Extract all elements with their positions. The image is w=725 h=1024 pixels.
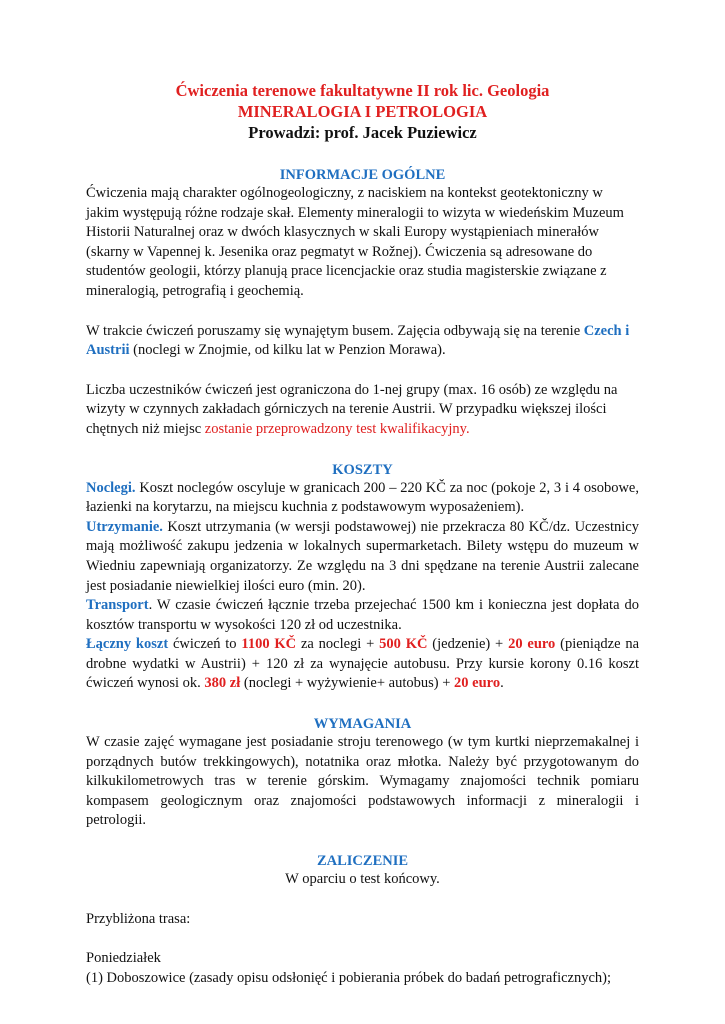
costs-total: Łączny koszt ćwiczeń to 1100 KČ za noclegi + 500 KČ (jedzenie) + 20 euro (pieniądze na drobne wydatki w Austrii) + 120 zł za wynajęcie autobusu. Przy kursie korony 0.16 koszt ćwiczeń wynosi ok. 380 zł (noclegi + wyżywienie+ autobus) + 20 euro.	[86, 636, 640, 692]
heading-costs: KOSZTY	[332, 461, 393, 478]
route-day: Poniedziałek	[86, 950, 161, 967]
heading-requirements: WYMAGANIA	[313, 716, 412, 733]
route-intro: Przybliżona trasa:	[86, 910, 191, 927]
requirements-text: W czasie zajęć wymagane jest posiadanie stroju terenowego (w tym kurtki nieprzemakalnej i porządnych butów trekkingowych), notatnika oraz młotka. Należy być przygotowanym do kilkukilometrowych tras w terenie górskim. Wymagamy znajomości technik pomiaru kompasem geologicznym oraz znajomości podstawowych informacji z mineralogii i petrologii.	[86, 734, 639, 829]
pass-text: W oparciu o test końcowy.	[285, 871, 440, 888]
costs-noclegi: Noclegi. Koszt noclegów oscyluje w granicach 200 – 220 KČ za noc (pokoje 2, 3 i 4 osobowe, łazienki na korytarzu, na miejscu kuchnia z podstawowym wyposażeniem).	[86, 479, 639, 516]
title-line-2: MINERALOGIA I PETROLOGIA	[237, 102, 488, 121]
document-title	[86, 80, 639, 143]
costs-utrzymanie: Utrzymanie. Koszt utrzymania (w wersji podstawowej) nie przekracza 80 KČ/dz. Uczestnicy mają możliwość zakupu jedzenia w lokalnych supermarketach. Bilety wstępu do muzeum w Wiedniu zapewniają organizatorzy. Ze względu na 3 dni spędzane na terenie Austrii zalecane jest posiadanie niewielkiej ilości euro (min. 20).	[86, 518, 639, 594]
route-item-1: (1) Doboszowice (zasady opisu odsłonięć i pobierania próbek do badań petrograficznych);	[86, 969, 612, 986]
title-line-1: Ćwiczenia terenowe fakultatywne II rok lic. Geologia	[175, 81, 550, 100]
heading-pass: ZALICZENIE	[316, 853, 409, 870]
title-line-3: Prowadzi: prof. Jacek Puziewicz	[248, 123, 477, 142]
costs-transport: Transport. W czasie ćwiczeń łącznie trzeba przejechać 1500 km i konieczna jest dopłata do kosztów transportu w wysokości 120 zł od uczestnika.	[86, 597, 639, 633]
info-paragraph-2: W trakcie ćwiczeń poruszamy się wynajętym busem. Zajęcia odbywają się na terenie Czech i Austrii (noclegi w Znojmie, od kilku lat w Penzion Morawa).	[86, 322, 630, 359]
heading-info: INFORMACJE OGÓLNE	[279, 167, 446, 183]
info-paragraph-3: Liczba uczestników ćwiczeń jest ograniczona do 1-nej grupy (max. 16 osób) ze względu na wizyty w czynnych zakładach górniczych na terenie Austrii. W przypadku większej ilości chętnych niż miejsc zostanie przeprowadzony test kwalifikacyjny.	[86, 381, 618, 437]
info-paragraph-1: Ćwiczenia mają charakter ogólnogeologiczny, z naciskiem na kontekst geotektoniczny w jakim występują różne rodzaje skał. Elementy mineralogii to wizyta w wiedeńskim Muzeum Historii Naturalnej oraz w dwóch klasycznych w skali Europy wystąpieniach minerałów (skarny w Vapennej k. Jesenika oraz pegmatyt w Rožnej). Ćwiczenia są adresowane do studentów geologii, którzy planują prace licencjackie oraz studia magisterskie związane z mineralogią, petrografią i geochemią.	[86, 185, 624, 299]
